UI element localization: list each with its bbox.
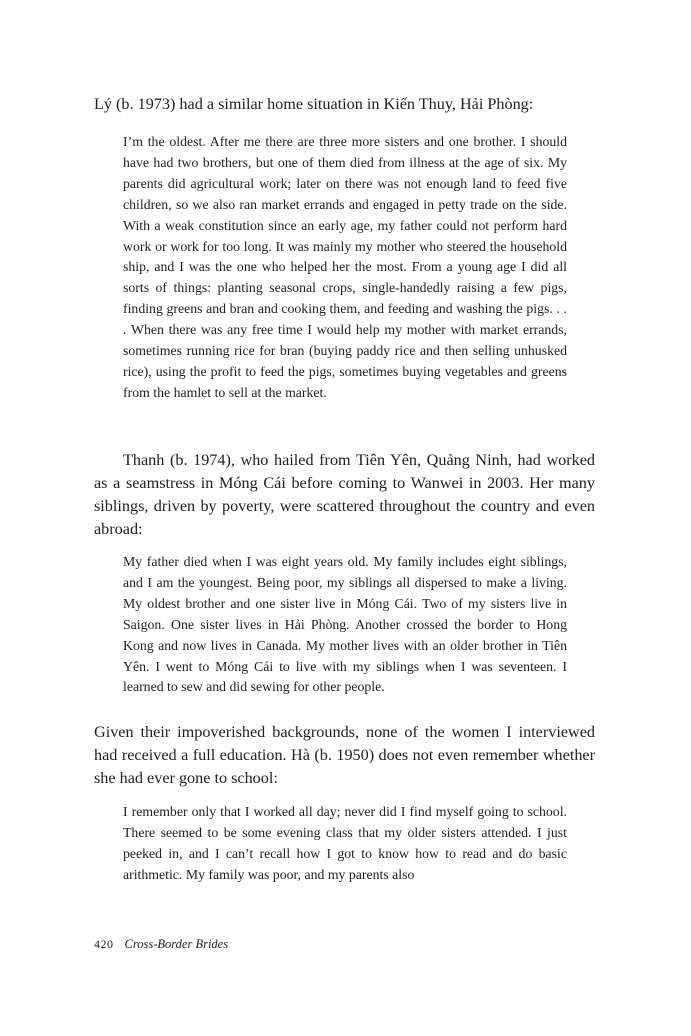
paragraph-education-intro: Given their impoverished backgrounds, none of the women I interviewed had received a full education. Hà (b. 1950) does not even remember whether she had ever gone to school:: [94, 723, 595, 787]
block-quote-ha: I remember only that I worked all day; never did I find myself going to school. There seemed to be some evening class that my older sisters attended. I just peeked in, and I can’t recall how I got to know how to read and do basic arithmetic. My family was poor, and my parents also: [123, 804, 567, 882]
page-footer: [94, 936, 228, 952]
block-quote-thanh: My father died when I was eight years old. My family includes eight siblings, and I am the youngest. Being poor, my siblings all dispersed to make a living. My oldest brother and one sister live in Móng Cái. Two of my sisters live in Saigon. One sister lives in Hải Phòng. Another crossed the border to Hong Kong and now lives in Canada. My mother lives with an older brother in Tiên Yên. I went to Móng Cái to live with my siblings when I was seventeen. I learned to sew and did sewing for other people.: [123, 554, 567, 695]
paragraph-ly-intro: Lý (b. 1973) had a similar home situation in Kiến Thuy, Hải Phòng:: [94, 95, 534, 113]
block-quote-ly: I’m the oldest. After me there are three more sisters and one brother. I should have had two brothers, but one of them died from illness at the age of six. My parents did agricultural work; later on there was not enough land to feed five children, so we also ran market errands and engaged in petty trade on the side. With a weak constitution since an early age, my father could not perform hard work or work for too long. It was mainly my mother who steered the household ship, and I was the one who helped her the most. From a young age I did all sorts of things: planting seasonal crops, single-handedly raising a few pigs, finding greens and bran and cooking them, and feeding and washing the pigs. . . . When there was any free time I would help my mother with market errands, sometimes running rice for bran (buying paddy rice and then selling unhusked rice), using the profit to feed the pigs, sometimes buying vegetables and greens from the hamlet to sell at the market.: [123, 134, 567, 400]
paragraph-thanh-intro: Thanh (b. 1974), who hailed from Tiên Yên, Quảng Ninh, had worked as a seamstress in Móng Cái before coming to Wanwei in 2003. Her many siblings, driven by poverty, were scattered throughout the country and even abroad:: [94, 451, 595, 538]
running-title: Cross-Border Brides: [124, 937, 229, 951]
page-number: 420: [94, 937, 114, 951]
